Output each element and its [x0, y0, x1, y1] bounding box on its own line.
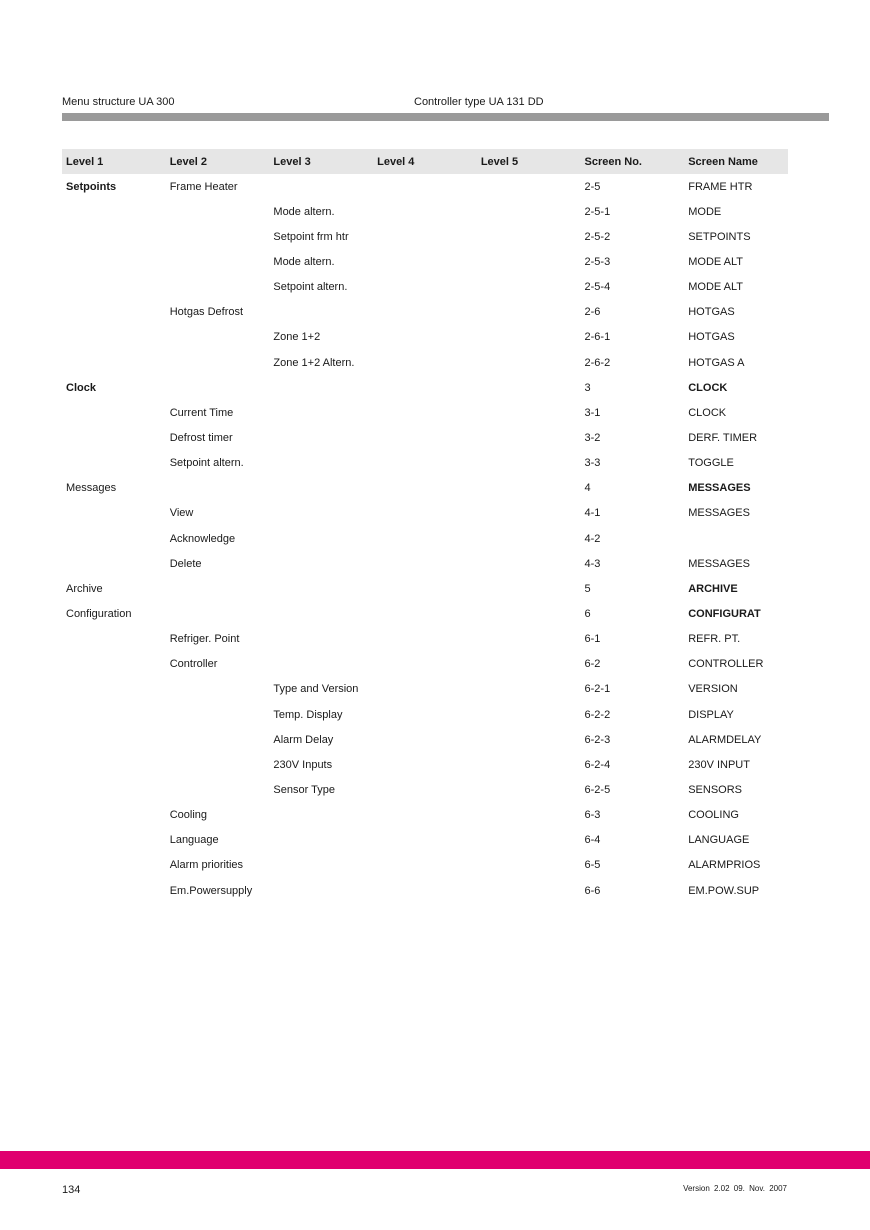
cell-level-2 [166, 275, 270, 300]
cell-level-2: View [169, 507, 194, 520]
cell-level-1 [62, 199, 166, 224]
cell-level-3: Setpoint frm htr [273, 230, 349, 243]
table-row [62, 375, 788, 400]
cell-level-5 [477, 350, 581, 375]
cell-level-2 [166, 199, 270, 224]
cell-level-4 [373, 476, 477, 501]
cell-level-4 [373, 174, 477, 199]
table-row [62, 275, 788, 300]
table-row [62, 400, 788, 425]
cell-level-1 [62, 526, 166, 551]
cell-level-5 [477, 601, 581, 626]
cell-screen-name: MESSAGES [688, 507, 750, 520]
cell-level-1: Configuration [66, 607, 132, 620]
cell-level-4 [373, 576, 477, 601]
table-body [62, 174, 788, 903]
cell-screen-no: 4 [584, 482, 591, 495]
cell-level-5 [477, 526, 581, 551]
table-row [62, 249, 788, 274]
cell-level-4 [373, 325, 477, 350]
cell-level-1 [62, 425, 166, 450]
table-row [62, 350, 788, 375]
cell-screen-name: HOTGAS A [688, 356, 745, 369]
cell-level-3 [269, 451, 373, 476]
cell-level-5 [477, 652, 581, 677]
cell-level-2 [166, 249, 270, 274]
cell-level-5 [477, 551, 581, 576]
cell-level-3 [269, 878, 373, 903]
table-row [62, 627, 788, 652]
cell-screen-name: HOTGAS [688, 331, 735, 344]
cell-screen-no: 4-1 [584, 507, 601, 520]
cell-screen-no: 4-3 [584, 557, 601, 570]
cell-level-2 [166, 727, 270, 752]
cell-level-1 [62, 249, 166, 274]
cell-screen-name: MODE ALT [688, 281, 744, 294]
cell-level-4 [373, 300, 477, 325]
cell-level-4 [373, 727, 477, 752]
column-header-level-5: Level 5 [477, 149, 581, 174]
cell-level-3 [269, 853, 373, 878]
cell-level-5 [477, 275, 581, 300]
header-document-title: Menu structure UA 300 [62, 96, 175, 108]
cell-level-2 [166, 375, 270, 400]
cell-level-5 [477, 828, 581, 853]
table-row [62, 803, 788, 828]
table-row [62, 702, 788, 727]
table-header-row [62, 149, 788, 174]
cell-level-3 [269, 375, 373, 400]
cell-screen-no: 6-3 [584, 809, 601, 822]
cell-level-5 [477, 174, 581, 199]
cell-level-5 [477, 853, 581, 878]
cell-level-5 [477, 576, 581, 601]
cell-screen-no: 5 [584, 582, 591, 595]
table-row [62, 526, 788, 551]
cell-level-5 [477, 677, 581, 702]
table-row [62, 652, 788, 677]
cell-level-3 [269, 476, 373, 501]
table-row [62, 878, 788, 903]
cell-level-5 [477, 451, 581, 476]
cell-level-5 [477, 752, 581, 777]
table-row [62, 300, 788, 325]
cell-screen-name: LANGUAGE [688, 834, 750, 847]
cell-level-2 [166, 752, 270, 777]
cell-screen-name: 230V INPUT [688, 758, 750, 771]
cell-level-3 [269, 576, 373, 601]
cell-screen-name: HOTGAS [688, 306, 735, 319]
cell-level-4 [373, 702, 477, 727]
cell-screen-no: 2-6-1 [584, 331, 611, 344]
cell-screen-name: MODE ALT [688, 255, 744, 268]
cell-level-1 [62, 652, 166, 677]
cell-level-1 [62, 803, 166, 828]
cell-screen-name: TOGGLE [688, 457, 734, 470]
cell-level-2 [166, 777, 270, 802]
cell-screen-name: CLOCK [688, 381, 728, 394]
cell-level-2: Em.Powersupply [169, 884, 253, 897]
cell-screen-no: 6-2-4 [584, 758, 611, 771]
cell-level-3: Mode altern. [273, 255, 335, 268]
table-row [62, 224, 788, 249]
menu-structure-table [62, 149, 788, 903]
cell-level-3: Mode altern. [273, 205, 335, 218]
cell-level-3: Setpoint altern. [273, 281, 348, 294]
cell-level-5 [477, 375, 581, 400]
cell-level-4 [373, 853, 477, 878]
cell-screen-name: MESSAGES [688, 482, 751, 495]
cell-screen-name: CLOCK [688, 406, 727, 419]
cell-level-1 [62, 828, 166, 853]
cell-screen-no: 2-6-2 [584, 356, 611, 369]
cell-level-3 [269, 174, 373, 199]
cell-level-5 [477, 627, 581, 652]
cell-level-1 [62, 451, 166, 476]
cell-level-4 [373, 501, 477, 526]
cell-screen-no: 3 [584, 381, 591, 394]
cell-level-1 [62, 627, 166, 652]
cell-level-2 [166, 576, 270, 601]
table-row [62, 425, 788, 450]
cell-level-5 [477, 300, 581, 325]
cell-level-2 [166, 224, 270, 249]
cell-screen-no: 3-2 [584, 431, 601, 444]
cell-level-1 [62, 300, 166, 325]
column-header-level-3: Level 3 [269, 149, 373, 174]
cell-level-2 [166, 702, 270, 727]
cell-level-4 [373, 752, 477, 777]
cell-level-3: Type and Version [273, 683, 359, 696]
cell-level-2 [166, 677, 270, 702]
cell-screen-no: 6-6 [584, 884, 601, 897]
cell-level-1 [62, 752, 166, 777]
cell-level-4 [373, 777, 477, 802]
cell-screen-name: EM.POW.SUP [688, 884, 760, 897]
cell-screen-name: DERF. TIMER [688, 431, 758, 444]
cell-level-2: Hotgas Defrost [169, 306, 244, 319]
cell-level-5 [477, 702, 581, 727]
cell-level-3 [269, 803, 373, 828]
cell-level-2 [166, 350, 270, 375]
column-header-level-2: Level 2 [166, 149, 270, 174]
cell-level-5 [477, 400, 581, 425]
column-header-screen-name: Screen Name [684, 149, 788, 174]
cell-level-4 [373, 526, 477, 551]
cell-level-1: Clock [66, 381, 96, 394]
cell-level-3 [269, 526, 373, 551]
cell-level-3 [269, 300, 373, 325]
cell-screen-no: 6-2-3 [584, 733, 611, 746]
cell-screen-no: 6-2-2 [584, 708, 611, 721]
cell-level-4 [373, 224, 477, 249]
cell-level-1 [62, 224, 166, 249]
cell-screen-name: COOLING [688, 809, 739, 822]
cell-level-2: Language [169, 834, 219, 847]
cell-level-4 [373, 803, 477, 828]
cell-level-3 [269, 501, 373, 526]
header-controller-type: Controller type UA 131 DD [414, 96, 544, 108]
cell-screen-no: 3-1 [584, 406, 601, 419]
cell-level-5 [477, 325, 581, 350]
cell-level-1 [62, 325, 166, 350]
cell-screen-no: 6-4 [584, 834, 601, 847]
cell-level-4 [373, 375, 477, 400]
table-row [62, 576, 788, 601]
table-row [62, 853, 788, 878]
cell-level-2: Delete [169, 557, 202, 570]
column-header-screen-no: Screen No. [581, 149, 685, 174]
cell-level-1: Archive [66, 582, 103, 595]
cell-screen-name: MESSAGES [688, 557, 750, 570]
cell-level-2 [166, 325, 270, 350]
cell-screen-name: MODE [688, 205, 722, 218]
cell-level-3 [269, 601, 373, 626]
cell-screen-name [684, 526, 788, 551]
table-row [62, 828, 788, 853]
cell-level-2 [166, 601, 270, 626]
cell-screen-no: 6-2-5 [584, 783, 611, 796]
cell-screen-name: SENSORS [688, 783, 743, 796]
table-row [62, 752, 788, 777]
cell-screen-no: 6-1 [584, 633, 601, 646]
cell-level-5 [477, 803, 581, 828]
cell-level-2: Alarm priorities [169, 859, 244, 872]
cell-level-4 [373, 677, 477, 702]
cell-screen-name: VERSION [688, 683, 738, 696]
cell-level-4 [373, 601, 477, 626]
cell-screen-name: REFR. PT. [688, 633, 741, 646]
cell-level-4 [373, 551, 477, 576]
cell-screen-name: ARCHIVE [688, 582, 738, 595]
cell-level-3: Sensor Type [273, 783, 335, 796]
cell-level-2: Setpoint altern. [169, 457, 244, 470]
cell-screen-no: 6 [584, 607, 591, 620]
cell-level-3: Alarm Delay [273, 733, 334, 746]
table-row [62, 677, 788, 702]
table-row [62, 476, 788, 501]
cell-level-2: Frame Heater [169, 180, 238, 193]
cell-level-1 [62, 853, 166, 878]
column-header-level-4: Level 4 [373, 149, 477, 174]
cell-level-5 [477, 501, 581, 526]
cell-level-5 [477, 727, 581, 752]
cell-level-5 [477, 878, 581, 903]
cell-level-2: Acknowledge [169, 532, 236, 545]
cell-screen-no: 3-3 [584, 457, 601, 470]
cell-screen-no: 2-5 [584, 180, 601, 193]
cell-screen-name: DISPLAY [688, 708, 734, 721]
cell-level-3 [269, 627, 373, 652]
cell-level-4 [373, 828, 477, 853]
cell-level-4 [373, 627, 477, 652]
cell-level-3 [269, 652, 373, 677]
table-row [62, 199, 788, 224]
page-number: 134 [62, 1184, 81, 1196]
cell-screen-name: ALARMPRIOS [688, 859, 761, 872]
cell-level-1 [62, 777, 166, 802]
cell-level-1 [62, 878, 166, 903]
cell-screen-no: 2-5-1 [584, 205, 611, 218]
cell-level-4 [373, 350, 477, 375]
cell-screen-no: 2-5-3 [584, 255, 611, 268]
table-row [62, 551, 788, 576]
cell-level-5 [477, 224, 581, 249]
footer-accent-bar [0, 1151, 870, 1169]
cell-level-4 [373, 451, 477, 476]
cell-screen-no: 2-5-4 [584, 281, 611, 294]
cell-level-4 [373, 425, 477, 450]
cell-level-5 [477, 425, 581, 450]
cell-level-2: Refriger. Point [169, 633, 240, 646]
cell-level-3: Temp. Display [273, 708, 343, 721]
cell-level-1 [62, 501, 166, 526]
cell-screen-name: FRAME HTR [688, 180, 753, 193]
cell-level-1 [62, 350, 166, 375]
cell-level-3 [269, 828, 373, 853]
cell-level-4 [373, 249, 477, 274]
cell-level-1: Setpoints [66, 180, 117, 193]
cell-screen-no: 6-2 [584, 658, 601, 671]
cell-level-3 [269, 425, 373, 450]
cell-level-2: Cooling [169, 809, 208, 822]
cell-level-2: Current Time [169, 406, 234, 419]
table-row [62, 601, 788, 626]
cell-level-3: 230V Inputs [273, 758, 333, 771]
cell-screen-no: 2-6 [584, 306, 601, 319]
header-divider-bar [62, 113, 829, 121]
table-row [62, 727, 788, 752]
cell-screen-no: 6-2-1 [584, 683, 611, 696]
cell-level-4 [373, 199, 477, 224]
cell-level-5 [477, 199, 581, 224]
cell-screen-no: 6-5 [584, 859, 601, 872]
table-row [62, 451, 788, 476]
cell-screen-no: 4-2 [584, 532, 601, 545]
cell-level-3: Zone 1+2 Altern. [273, 356, 355, 369]
table-row [62, 325, 788, 350]
cell-level-2: Controller [169, 658, 218, 671]
cell-screen-name: CONTROLLER [688, 658, 764, 671]
cell-screen-name: ALARMDELAY [688, 733, 762, 746]
cell-level-1 [62, 275, 166, 300]
cell-level-1: Messages [66, 482, 117, 495]
version-date: Version 2.02 09. Nov. 2007 [683, 1184, 787, 1193]
cell-level-3 [269, 400, 373, 425]
cell-level-5 [477, 476, 581, 501]
cell-screen-name: SETPOINTS [688, 230, 751, 243]
cell-level-2 [166, 476, 270, 501]
cell-level-1 [62, 400, 166, 425]
cell-level-5 [477, 777, 581, 802]
cell-level-1 [62, 702, 166, 727]
cell-level-2: Defrost timer [169, 431, 233, 444]
cell-level-4 [373, 652, 477, 677]
cell-level-1 [62, 551, 166, 576]
cell-level-4 [373, 275, 477, 300]
cell-level-4 [373, 878, 477, 903]
cell-level-5 [477, 249, 581, 274]
cell-level-3 [269, 551, 373, 576]
table-row [62, 501, 788, 526]
column-header-level-1: Level 1 [62, 149, 166, 174]
cell-level-4 [373, 400, 477, 425]
cell-level-1 [62, 677, 166, 702]
cell-screen-no: 2-5-2 [584, 230, 611, 243]
cell-level-1 [62, 727, 166, 752]
table-row [62, 777, 788, 802]
cell-screen-name: CONFIGURAT [688, 607, 761, 620]
table-row [62, 174, 788, 199]
cell-level-3: Zone 1+2 [273, 331, 321, 344]
